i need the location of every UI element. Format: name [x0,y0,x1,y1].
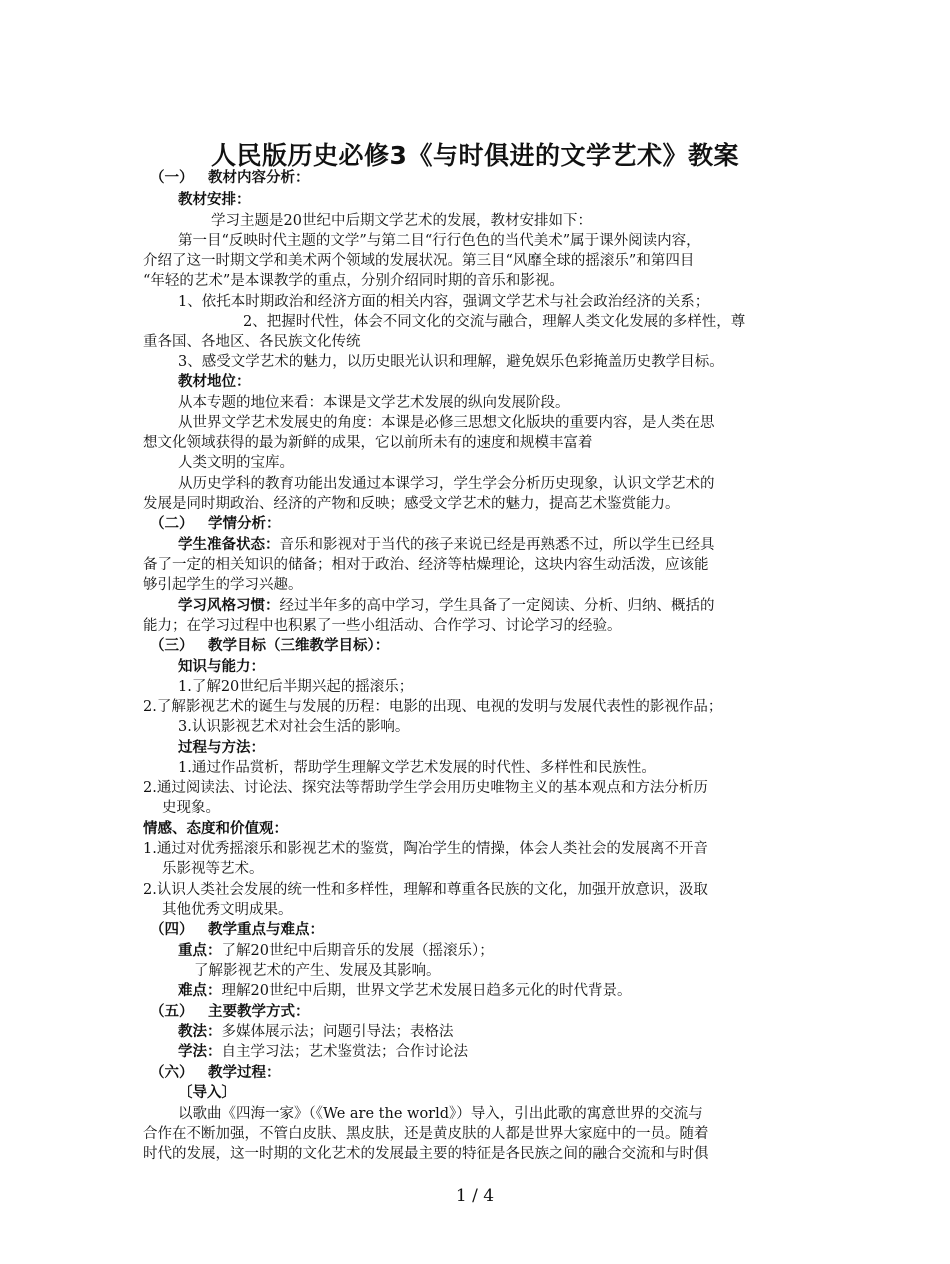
paragraph-line: 重点：了解20世纪中后期音乐的发展（摇滚乐）； [178,943,494,959]
section-heading-1: （一） 教材内容分析： [150,170,310,186]
subheading-emotion: 情感、态度和价值观： [143,821,288,837]
subheading-intro: 〔导入〕 [178,1085,236,1101]
paragraph-line: 以歌曲《四海一家》（《We are the world》）导入，引出此歌的寓意世界的交流与 [178,1106,703,1122]
list-item: 其他优秀文明成果。 [162,902,293,918]
list-item: 1.了解20世纪后半期兴起的摇滚乐； [178,679,414,695]
paragraph-line: 学习风格习惯：经过半年多的高中学习，学生具备了一定阅读、分析、归纳、概括的 [178,598,715,614]
paragraph-line: 第一目“反映时代主题的文学”与第二目“行行色色的当代美术”属于课外阅读内容， [178,233,701,249]
paragraph-line: 3、感受文学艺术的魅力，以历史眼光认识和理解，避免娱乐色彩掩盖历史教学目标。 [178,354,724,370]
paragraph-line: 难点：理解20世纪中后期，世界文学艺术发展日趋多元化的时代背景。 [178,983,632,999]
paragraph-line: 想文化领域获得的最为新鲜的成果，它以前所未有的速度和规模丰富着 [143,435,593,451]
page-title: 人民版历史必修3《与时俱进的文学艺术》教案 [211,141,739,170]
paragraph-line: 学法：自主学习法；艺术鉴赏法；合作讨论法 [178,1044,468,1060]
subheading-knowledge: 知识与能力： [178,659,265,675]
section-heading-2: （二） 学情分析： [150,516,281,532]
paragraph-line: 1、依托本时期政治和经济方面的相关内容，强调文学艺术与社会政治经济的关系； [178,294,710,310]
paragraph-line: 了解影视艺术的产生、发展及其影响。 [194,963,441,979]
paragraph-line: 重各国、各地区、各民族文化传统 [143,334,361,350]
section-heading-6: （六） 教学过程： [150,1065,281,1081]
list-item: 2.了解影视艺术的诞生与发展的历程：电影的出现、电视的发明与发展代表性的影视作品； [143,699,723,715]
section-heading-4: （四） 教学重点与难点： [150,922,324,938]
list-item: 2.通过阅读法、讨论法、探究法等帮助学生学会用历史唯物主义的基本观点和方法分析历 [143,780,708,796]
paragraph-line: 介绍了这一时期文学和美术两个领域的发展状况。第三目“风靡全球的摇滚乐”和第四目 [143,253,695,269]
section-heading-5: （五） 主要教学方式： [150,1004,310,1020]
paragraph-line: 备了一定的相关知识的储备；相对于政治、经济等枯燥理论，这块内容生动活泼，应该能 [143,557,709,573]
list-item: 3.认识影视艺术对社会生活的影响。 [178,719,410,735]
list-item: 1.通过对优秀摇滚乐和影视艺术的鉴赏，陶冶学生的情操，体会人类社会的发展离不开音 [143,841,708,857]
section-heading-3: （三） 教学目标（三维教学目标）： [150,638,390,654]
paragraph-line: 教法：多媒体展示法；问题引导法；表格法 [178,1024,454,1040]
paragraph-line: 时代的发展，这一时期的文化艺术的发展最主要的特征是各民族之间的融合交流和与时俱 [143,1146,709,1162]
paragraph-line: 发展是同时期政治、经济的产物和反映；感受文学艺术的魅力，提高艺术鉴赏能力。 [143,496,680,512]
paragraph-line: 从历史学科的教育功能出发通过本课学习，学生学会分析历史现象，认识文学艺术的 [178,476,715,492]
list-item: 1.通过作品赏析，帮助学生理解文学艺术发展的时代性、多样性和民族性。 [178,760,656,776]
subheading-position: 教材地位： [178,374,251,390]
paragraph-line: 合作在不断加强，不管白皮肤、黑皮肤，还是黄皮肤的人都是世界大家庭中的一员。随着 [143,1126,709,1142]
paragraph-line: 从世界文学艺术发展史的角度：本课是必修三思想文化版块的重要内容，是人类在思 [178,415,715,431]
paragraph-line: “年轻的艺术”是本课教学的重点，分别介绍同时期的音乐和影视。 [143,273,564,289]
subheading-arrangement: 教材安排： [178,192,251,208]
paragraph-line: 学生准备状态：音乐和影视对于当代的孩子来说已经是再熟悉不过，所以学生已经具 [178,537,715,553]
page-number: 1 / 4 [455,1186,495,1206]
list-item: 史现象。 [162,800,220,816]
paragraph-line: 学习主题是20世纪中后期文学艺术的发展，教材安排如下： [211,213,592,229]
paragraph-line: 人类文明的宝库。 [178,455,294,471]
paragraph-line: 2、把握时代性，体会不同文化的交流与融合，理解人类文化发展的多样性，尊 [243,314,746,330]
paragraph-line: 从本专题的地位来看：本课是文学艺术发展的纵向发展阶段。 [178,395,570,411]
subheading-process: 过程与方法： [178,740,265,756]
list-item: 2.认识人类社会发展的统一性和多样性，理解和尊重各民族的文化，加强开放意识，汲取 [143,882,708,898]
paragraph-line: 够引起学生的学习兴趣。 [143,577,303,593]
list-item: 乐影视等艺术。 [162,861,264,877]
paragraph-line: 能力；在学习过程中也积累了一些小组活动、合作学习、讨论学习的经验。 [143,618,622,634]
